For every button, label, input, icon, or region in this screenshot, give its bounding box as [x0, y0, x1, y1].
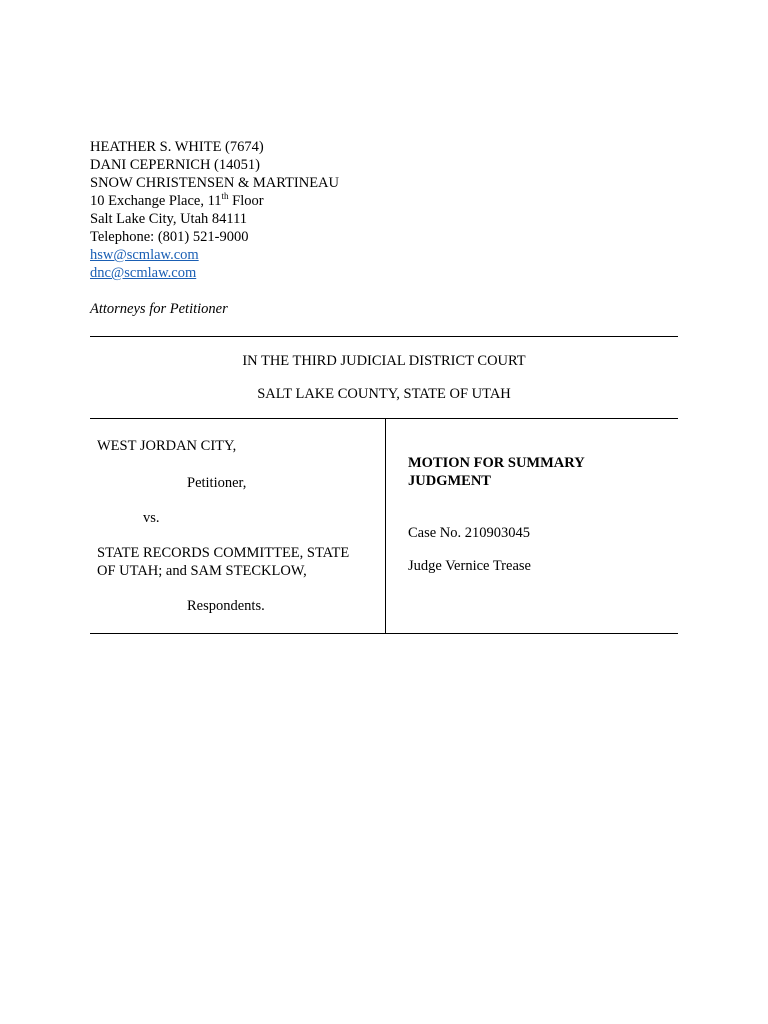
motion-title-block — [408, 454, 668, 490]
divider-top — [90, 336, 678, 337]
respondents-label: Respondents. — [187, 598, 265, 614]
attorney-role: Attorneys for Petitioner — [90, 301, 228, 317]
respondents-line-2: OF UTAH; and SAM STECKLOW, — [97, 563, 307, 579]
motion-title-line-1: MOTION FOR SUMMARY — [408, 455, 585, 471]
motion-title-line-2: JUDGMENT — [408, 473, 491, 489]
divider-caption-bottom — [90, 633, 678, 634]
case-number: Case No. 210903045 — [408, 525, 531, 541]
address-suffix: Floor — [228, 193, 264, 209]
attorney-block — [90, 138, 339, 282]
email-link-2[interactable]: dnc@scmlaw.com — [90, 265, 197, 281]
firm-city: Salt Lake City, Utah 84111 — [90, 211, 248, 227]
address-prefix: 10 Exchange Place, 11 — [90, 193, 222, 209]
petitioner-label: Petitioner, — [187, 475, 247, 491]
firm-telephone: Telephone: (801) 521-9000 — [90, 229, 249, 245]
judge-name: Judge Vernice Trease — [408, 558, 531, 574]
attorney-name-1: HEATHER S. WHITE (7674) — [90, 139, 264, 155]
respondents-line-1: STATE RECORDS COMMITTEE, STATE — [97, 545, 350, 561]
attorney-name-2: DANI CEPERNICH (14051) — [90, 157, 260, 173]
caption-vertical-divider — [385, 418, 386, 633]
law-firm-name: SNOW CHRISTENSEN & MARTINEAU — [90, 175, 339, 191]
email-link-1[interactable]: hsw@scmlaw.com — [90, 247, 199, 263]
versus-label: vs. — [143, 510, 160, 526]
court-name: IN THE THIRD JUDICIAL DISTRICT COURT — [242, 353, 526, 369]
divider-caption-top — [90, 418, 678, 419]
firm-street-address — [90, 192, 339, 210]
address-ordinal-suffix: th — [221, 191, 229, 202]
petitioner-name: WEST JORDAN CITY, — [97, 438, 237, 454]
court-county: SALT LAKE COUNTY, STATE OF UTAH — [257, 386, 511, 402]
